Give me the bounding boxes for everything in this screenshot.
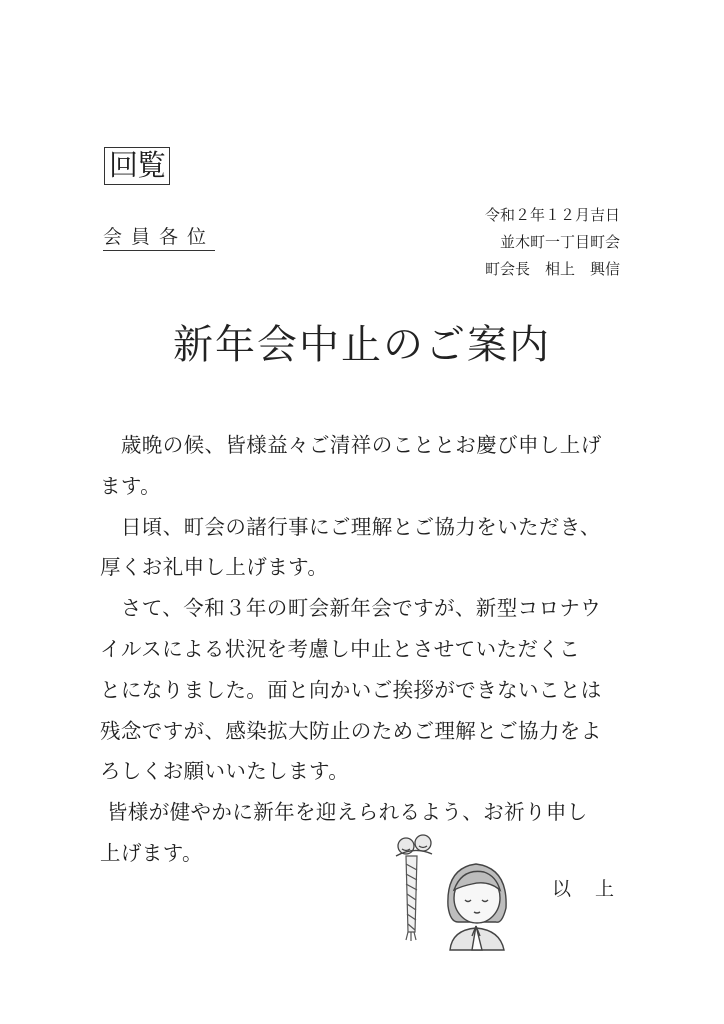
praying-person-icon <box>448 864 506 950</box>
body-line: ます。 <box>100 473 162 498</box>
body-text <box>100 425 630 874</box>
document-title: 新年会中止のご案内 <box>173 322 551 368</box>
body-line: とになりました。面と向かいご挨拶ができないことは <box>100 677 602 702</box>
body-line: さて、令和３年の町会新年会ですが、新型コロナウ <box>100 596 602 621</box>
body-line: ろしくお願いいたします。 <box>100 759 350 784</box>
sender-block <box>485 202 620 283</box>
body-line: 歳晩の候、皆様益々ご清祥のこととお慶び申し上げ <box>100 433 602 457</box>
body-line: イルスによる状況を考慮し中止とさせていただくこ <box>100 636 581 661</box>
issue-date: 令和２年１２月吉日 <box>484 206 620 224</box>
bell-rope-icon <box>406 856 417 941</box>
sender-organization: 並木町一丁目町会 <box>499 233 620 251</box>
body-line: 上げます。 <box>100 840 203 865</box>
body-line: 日頃、町会の諸行事にご理解とご協力をいただき、 <box>100 514 601 539</box>
body-line: 残念ですが、感染拡大防止のためご理解とご協力をよ <box>100 718 602 743</box>
shrine-bell-icon <box>396 835 432 856</box>
body-line: 厚くお礼申し上げます。 <box>100 555 329 580</box>
body-line: 皆様が健やかに新年を迎えられるよう、お祈り申し <box>100 800 588 825</box>
praying-person-with-shrine-bell-rope-icon <box>392 832 528 952</box>
circulation-stamp: 回覧 <box>104 147 170 185</box>
closing-mark: 以上 <box>552 878 639 900</box>
addressee: 会員各位 <box>103 226 215 251</box>
sender-chair: 町会長 相上 興信 <box>484 260 620 278</box>
